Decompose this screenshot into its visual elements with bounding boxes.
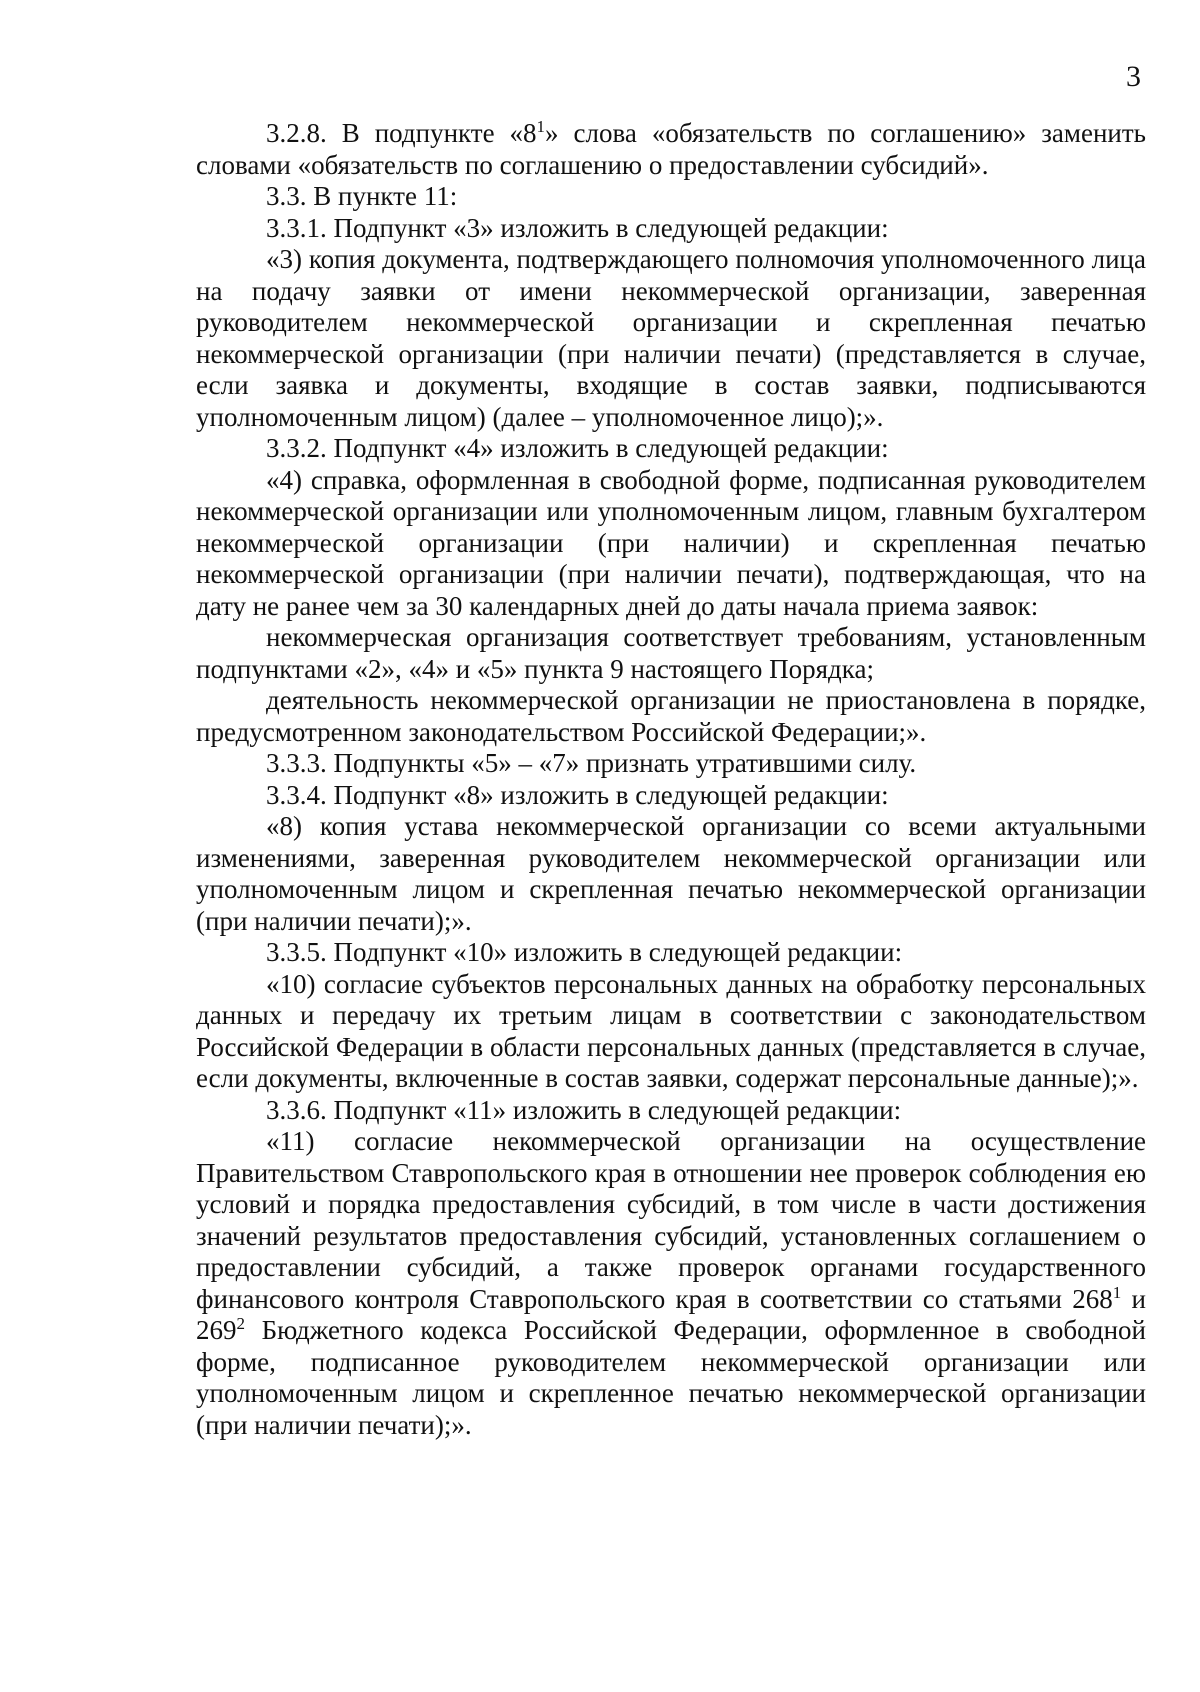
paragraph bbox=[196, 969, 1146, 1095]
paragraph bbox=[196, 937, 1146, 969]
paragraph bbox=[196, 780, 1146, 812]
paragraph-text: Бюджетного кодекса Российской Федерации, оформленное в свободной форме, подписанное руководителем некоммерческой организации или уполномоченным лицом и скрепленное печатью некоммерческой организации (при наличии печати);». bbox=[196, 1315, 1146, 1440]
paragraph-text: 3.3.1. Подпункт «3» изложить в следующей редакции: bbox=[266, 212, 889, 243]
paragraph bbox=[196, 244, 1146, 433]
paragraph-text: «10) согласие субъектов персональных данных на обработку персональных данных и передачу их третьим лицам в соответствии с законодательством Российской Федерации в области персональных данных (представляется в случае, если документы, включенные в состав заявки, содержат персональные данные);». bbox=[196, 968, 1146, 1093]
paragraph-text: деятельность некоммерческой организации не приостановлена в порядке, предусмотренном законодательством Российской Федерации;». bbox=[196, 685, 1146, 747]
superscript: 1 bbox=[1112, 1282, 1122, 1302]
paragraph bbox=[196, 685, 1146, 748]
paragraph-text: » слова «обязательств по соглашению» заменить словами «обязательств по соглашению о предоставлении субсидий». bbox=[196, 118, 1146, 180]
superscript: 1 bbox=[536, 117, 546, 136]
paragraph bbox=[196, 213, 1146, 245]
paragraph bbox=[196, 1126, 1146, 1441]
page-number: 3 bbox=[1126, 60, 1141, 93]
paragraph-text: 3.3. В пункте 11: bbox=[266, 181, 458, 211]
paragraph-text: 3.3.6. Подпункт «11» изложить в следующей редакции: bbox=[266, 1094, 902, 1125]
paragraph bbox=[196, 181, 1146, 213]
paragraph-text: 3.2.8. В подпункте «8 bbox=[266, 118, 537, 148]
paragraph-text: «8) копия устава некоммерческой организации со всеми актуальными изменениями, заверенная руководителем некоммерческой организации или уполномоченным лицом и скрепленная печатью некоммерческой организации (при наличии печати);». bbox=[196, 811, 1146, 936]
paragraph bbox=[196, 748, 1146, 780]
superscript: 2 bbox=[236, 1314, 245, 1333]
paragraph bbox=[196, 465, 1146, 623]
paragraph bbox=[196, 1095, 1146, 1127]
paragraph-text: и 269 bbox=[196, 1283, 1146, 1345]
paragraph-text: 3.3.5. Подпункт «10» изложить в следующей редакции: bbox=[266, 937, 903, 967]
document-body bbox=[196, 118, 1146, 1441]
paragraph-text: 3.3.3. Подпункты «5» – «7» признать утратившими силу. bbox=[266, 748, 917, 778]
paragraph-text: 3.3.4. Подпункт «8» изложить в следующей редакции: bbox=[266, 779, 889, 810]
paragraph bbox=[196, 118, 1146, 181]
paragraph-text: «3) копия документа, подтверждающего полномочия уполномоченного лица на подачу заявки от имени некоммерческой организации, заверенная руководителем некоммерческой организации и скрепленная печатью некоммерческой организации (при наличии печати) (представляется в случае, если заявка и документы, входящие в состав заявки, подписываются уполномоченным лицом) (далее – уполномоченное лицо);». bbox=[196, 244, 1146, 432]
paragraph-text: некоммерческая организация соответствует требованиям, установленным подпунктами «2», «4» и «5» пункта 9 настоящего Порядка; bbox=[196, 622, 1146, 684]
paragraph-text: «4) справка, оформленная в свободной форме, подписанная руководителем некоммерческой организации или уполномоченным лицом, главным бухгалтером некоммерческой организации (при наличии) и скрепленная печатью некоммерческой организации (при наличии печати), подтверждающая, что на дату не ранее чем за 30 календарных дней до даты начала приема заявок: bbox=[196, 464, 1146, 621]
paragraph bbox=[196, 622, 1146, 685]
paragraph bbox=[196, 811, 1146, 937]
paragraph bbox=[196, 433, 1146, 465]
paragraph-text: «11) согласие некоммерческой организации на осуществление Правительством Ставропольского края в отношении нее проверок соблюдения ею условий и порядка предоставления субсидий, в том числе в части достижения значений результатов предоставления субсидий, установленных соглашением о предоставлении субсидий, а также проверок органами государственного финансового контроля Ставропольского края в соответствии со статьями 268 bbox=[196, 1126, 1146, 1314]
paragraph-text: 3.3.2. Подпункт «4» изложить в следующей редакции: bbox=[266, 433, 889, 463]
